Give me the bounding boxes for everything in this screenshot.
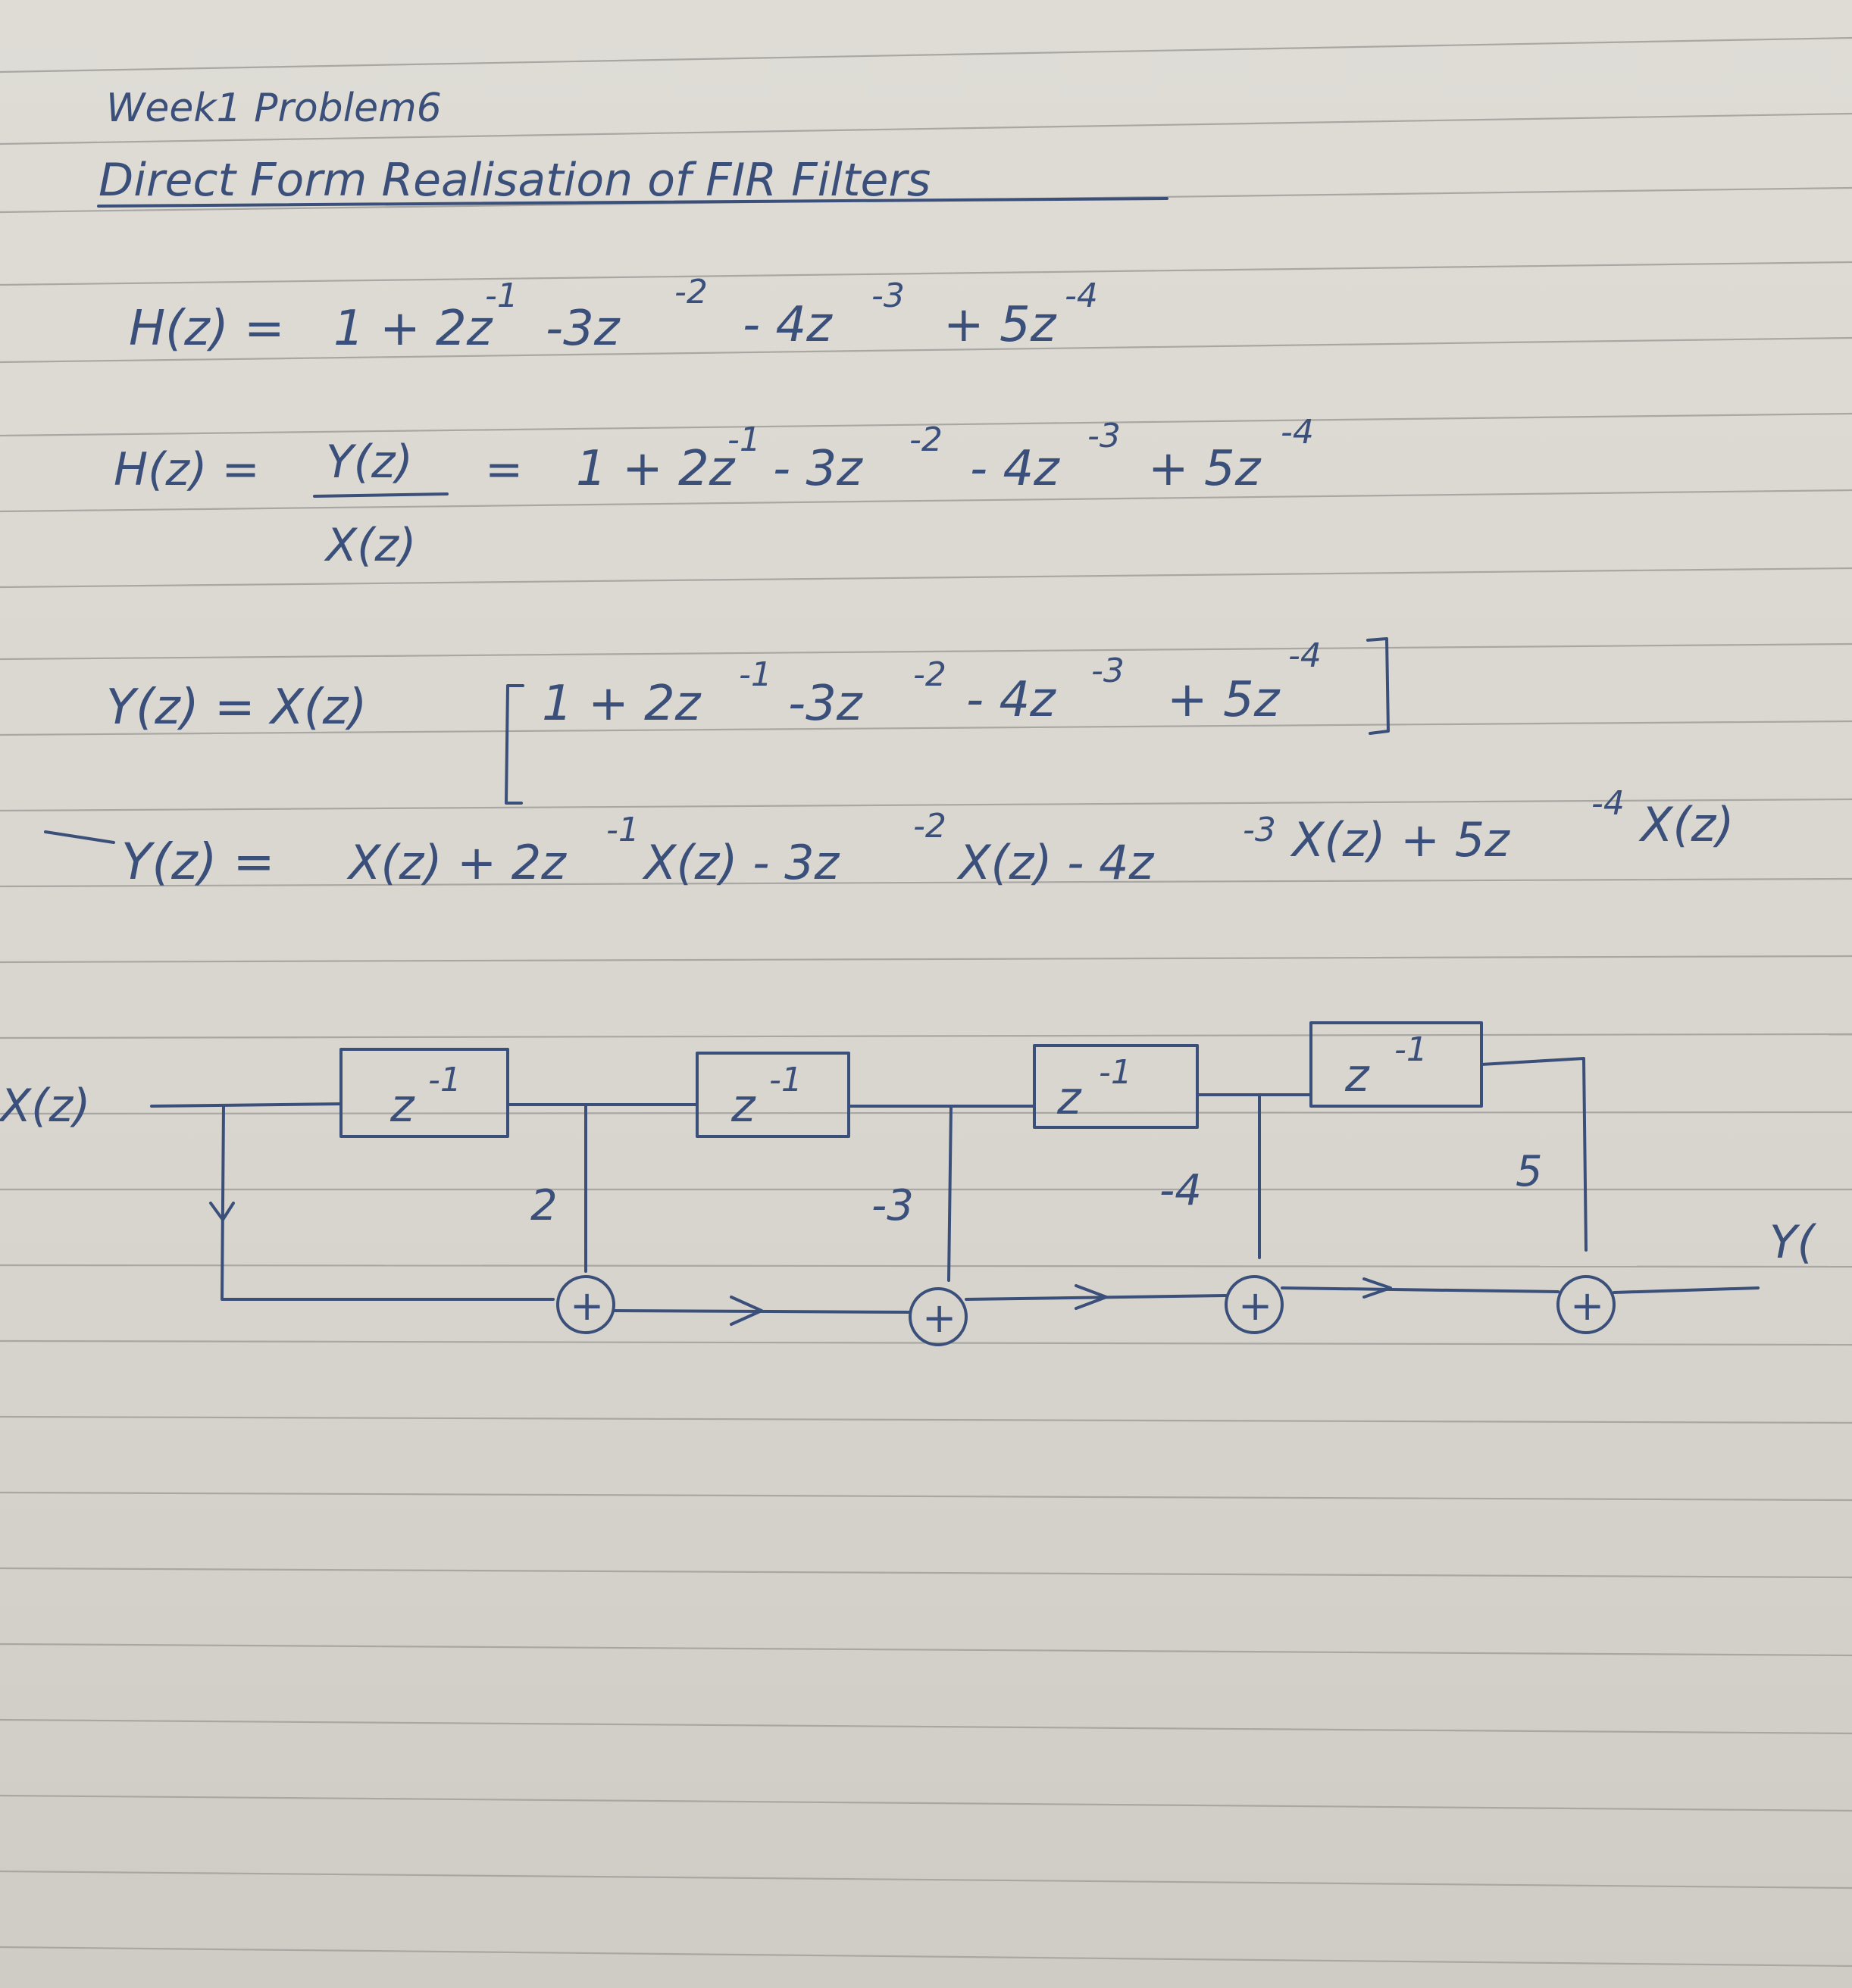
eq3-lhs: Y(z) = X(z)	[106, 680, 368, 736]
delay-block-4-exp: -1	[1394, 1030, 1428, 1069]
eq4-exp4: -4	[1591, 784, 1625, 823]
adder-4-symbol: +	[1570, 1282, 1605, 1330]
heading-line1: Week1 Problem6	[106, 86, 442, 131]
adder-4	[1558, 1277, 1614, 1333]
heading-line2: Direct Form Realisation of FIR Filters	[99, 154, 931, 207]
delay-block-1-label: z	[390, 1080, 415, 1133]
input-wire	[152, 1104, 341, 1106]
eq3-term2: - 4z	[966, 672, 1056, 728]
coefficient-2: -3	[871, 1181, 914, 1230]
eq1-exp4: -4	[1065, 277, 1098, 315]
eq4-term0: X(z) + 2z	[349, 835, 566, 890]
eq2-equals: =	[485, 443, 524, 496]
eq4-exp3: -3	[1243, 811, 1276, 849]
adder-3-symbol: +	[1238, 1282, 1273, 1330]
coefficient-3: -4	[1159, 1166, 1202, 1215]
delay-block-2-exp: -1	[769, 1061, 802, 1099]
adder-2	[910, 1289, 966, 1345]
delay-block-2	[697, 1053, 849, 1136]
left-bracket	[506, 686, 523, 803]
equation-2	[114, 413, 1314, 572]
eq4-term4: X(z)	[1641, 797, 1735, 852]
eq4-term3: X(z) + 5z	[1292, 812, 1509, 867]
eq2-term1: - 3z	[773, 441, 862, 497]
delay-block-3-exp: -1	[1099, 1053, 1132, 1092]
eq1-term2: - 4z	[743, 297, 832, 353]
eq3-term0: 1 + 2z	[542, 676, 701, 732]
output-wire	[1614, 1288, 1758, 1293]
adder-3	[1226, 1277, 1282, 1333]
equation-1	[129, 273, 1098, 357]
eq1-term3: + 5z	[943, 297, 1056, 353]
eq2-numerator: Y(z)	[326, 436, 413, 489]
eq4-term1: X(z) - 3z	[644, 835, 840, 890]
eq3-term1: -3z	[788, 676, 862, 732]
eq2-term0: 1 + 2z	[576, 441, 735, 497]
eq1-exp2: -2	[674, 273, 708, 311]
eq1-term0: 1 + 2z	[333, 301, 493, 357]
delay-block-2-label: z	[731, 1080, 756, 1133]
tap-wire-2	[949, 1106, 951, 1280]
eq4-lhs: Y(z) =	[121, 833, 275, 891]
eq2-exp1: -1	[727, 420, 761, 459]
coefficient-1: 2	[530, 1181, 558, 1230]
eq1-lhs: H(z) =	[129, 301, 285, 357]
eq3-exp2: -2	[913, 655, 946, 694]
delay-block-3-label: z	[1057, 1072, 1081, 1125]
fir-block-diagram	[0, 1023, 1817, 1345]
eq2-exp2: -2	[909, 420, 943, 459]
eq4-term2: X(z) - 4z	[959, 835, 1154, 890]
eq1-exp3: -3	[871, 277, 905, 315]
eq4-exp2: -2	[913, 807, 946, 846]
equation-4	[45, 784, 1734, 891]
eq2-denominator: X(z)	[326, 519, 417, 572]
eq2-exp4: -4	[1281, 413, 1314, 452]
eq2-term2: - 4z	[970, 441, 1059, 497]
eq1-exp1: -1	[485, 277, 518, 315]
equation-3	[106, 636, 1388, 803]
eq2-term3: + 5z	[1148, 441, 1261, 497]
fraction-bar	[314, 494, 447, 496]
coefficient-4: 5	[1516, 1147, 1543, 1196]
delay-block-1-exp: -1	[428, 1061, 461, 1099]
eq2-lhs: H(z) =	[114, 443, 260, 496]
eq4-exp1: -1	[606, 811, 640, 849]
adder-1	[558, 1277, 614, 1333]
output-label: Y(	[1769, 1216, 1816, 1269]
eq3-exp3: -3	[1091, 652, 1125, 690]
eq1-term1: -3z	[546, 301, 620, 357]
eq3-term3: + 5z	[1167, 672, 1280, 728]
eq2-exp3: -3	[1087, 417, 1121, 455]
delay-block-4-label: z	[1345, 1049, 1369, 1102]
sum-wire-2	[966, 1296, 1226, 1299]
adder-1-symbol: +	[570, 1282, 605, 1330]
arrow-mark	[45, 832, 114, 842]
adder-2-symbol: +	[922, 1294, 957, 1342]
right-bracket	[1368, 639, 1388, 733]
delay-block-1	[341, 1049, 508, 1136]
input-label: X(z)	[0, 1080, 91, 1133]
eq3-exp1: -1	[739, 655, 772, 694]
delay-block-3	[1034, 1046, 1197, 1127]
sum-wire-3	[1282, 1288, 1558, 1292]
eq3-exp4: -4	[1288, 636, 1322, 675]
